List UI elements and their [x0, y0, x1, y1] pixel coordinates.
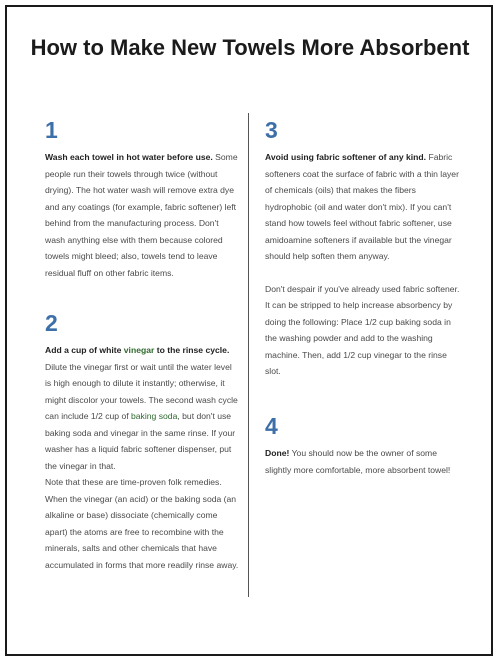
step-3-extra: Don't despair if you've already used fabric softener. It can be stripped to help increase absorbency by doing the following: Place 1/2 cup baking soda in the washing powder and add to the washing machine. Then, add 1/2 cup vinegar to the rinse slot. [265, 283, 460, 376]
step-2-lead-start: Add a cup of white [45, 345, 124, 355]
step-4-text [265, 445, 460, 478]
step-3-lead: Avoid using fabric softener of any kind. [265, 152, 427, 162]
step-4-body: You should now be the owner of some slightly more comfortable, more absorbent towel! [265, 448, 451, 475]
step-3-gap [265, 265, 460, 281]
step-1-number: 1 [45, 117, 58, 143]
step-4 [265, 413, 460, 478]
step-1-text [45, 149, 240, 281]
step-4-lead: Done! [265, 448, 290, 458]
step-4-number: 4 [265, 413, 278, 439]
step-1 [45, 117, 240, 281]
step-2-body-start: Dilute the vinegar first or wait until the water level is high enough to dilute it instantly; otherwise, it might discolor your towels. The second wash cycle can include 1/2 cup of [45, 361, 238, 421]
step-2 [45, 310, 240, 573]
column-divider [248, 113, 249, 597]
step-1-body: Some people run their towels through twice (without drying). The hot water wash will remove extra dye and any coatings (for example, fabric softener) left behind from the manufacturing process. Don't wash anything else with them because colored towels might bleed; also, towels tend to leave residual fluff on other fabric items. [45, 152, 238, 278]
step-2-body-end: , but don't use baking soda and vinegar in the same rinse. If your washer has a liquid fabric softener dispenser, put the vinegar in that. [45, 411, 236, 471]
step-2-number: 2 [45, 310, 58, 336]
step-2-text [45, 342, 240, 474]
step-2-lead [45, 345, 229, 355]
page-title: How to Make New Towels More Absorbent [30, 35, 470, 60]
step-3 [265, 117, 460, 380]
step-3-text [265, 149, 460, 265]
step-1-lead: Wash each towel in hot water before use. [45, 152, 213, 162]
vinegar-link[interactable]: vinegar [123, 345, 155, 355]
step-3-body: Fabric softeners coat the surface of fabric with a thin layer of chemicals (oils) that makes the fibers hydrophobic (oil and water don't mix). If you can't stand how towels feel without fabric softener, use amidoamine softeners if available but the vinegar should help soften them anyway. [265, 152, 459, 261]
step-2-lead-end: to the rinse cycle. [154, 345, 230, 355]
baking-soda-link[interactable]: baking soda [131, 411, 178, 421]
step-3-number: 3 [265, 117, 278, 143]
step-2-note: Note that these are time-proven folk remedies. When the vinegar (an acid) or the baking soda (an alkaline or base) dissociate (chemically come apart) the atoms are free to recombine with the minerals, salts and other chemicals that have accumulated in forms that more readily rinse away. [45, 477, 239, 570]
